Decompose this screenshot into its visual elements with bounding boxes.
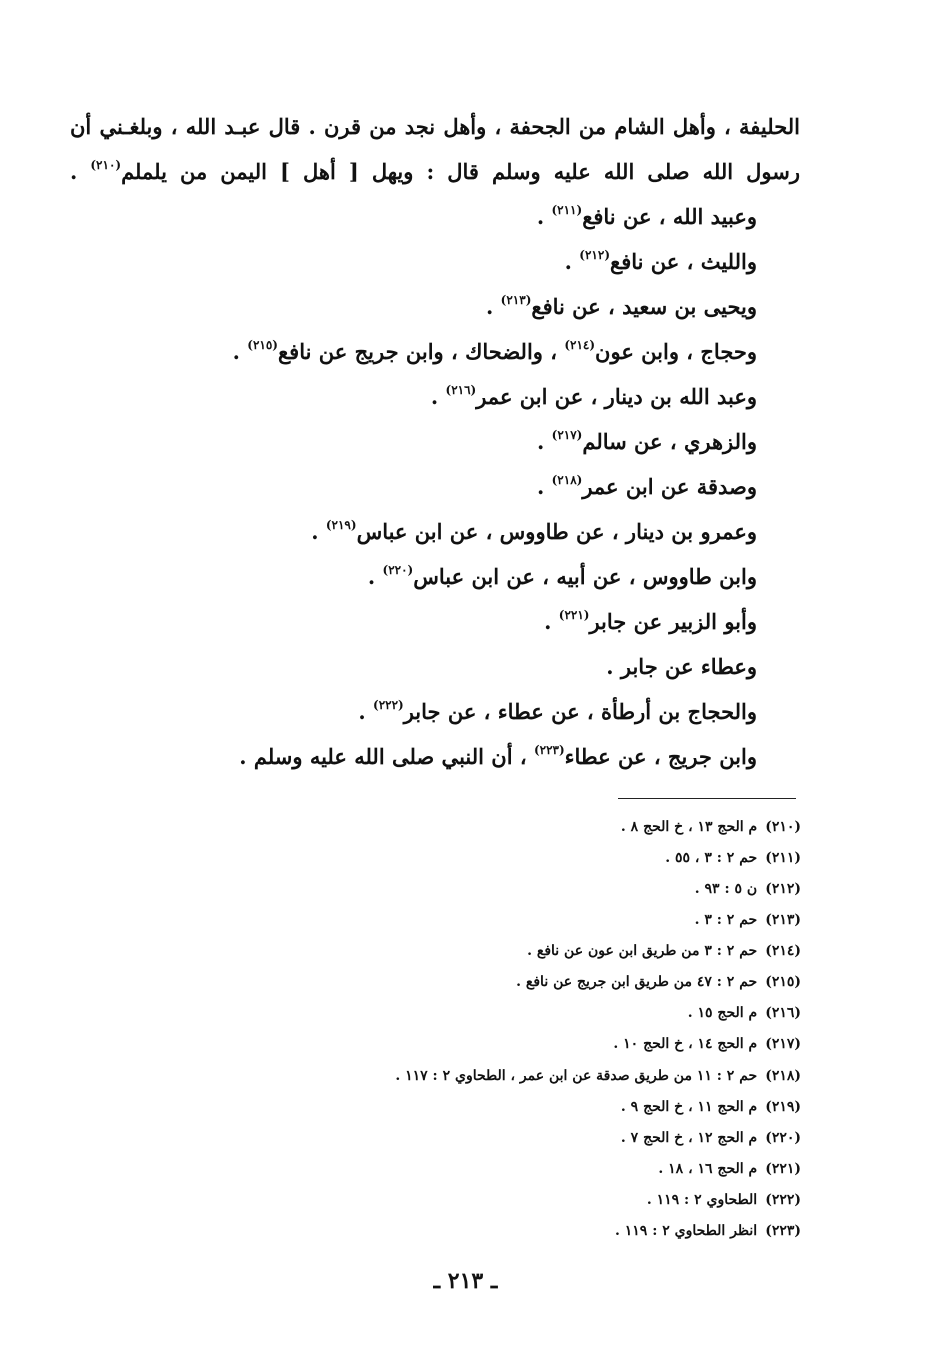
footnote-216 <box>151 998 801 1029</box>
line-end: . <box>232 339 248 364</box>
footnote-text: م الحج ١٣ ، خ الحج ٨ . <box>620 819 758 835</box>
isnad-text: وأبو الزبير عن جابر <box>589 609 757 634</box>
line-end: . <box>564 249 580 274</box>
footnote-text: حم ٢ : ٣ ، ٥٥ . <box>665 850 758 866</box>
isnad-text-continued: ، أن النبي صلى الله عليه وسلم . <box>239 744 534 769</box>
footnote-ref: (٢٢١) <box>558 608 590 622</box>
line-end: . <box>486 294 501 319</box>
footnote-text: م الحج ١٢ ، خ الحج ٧ . <box>620 1130 758 1146</box>
footnote-text: ن ٥ : ٩٣ . <box>694 881 758 897</box>
isnad-line-4 <box>117 329 757 378</box>
isnad-line-6 <box>117 419 757 468</box>
isnad-text: وعمرو بن دينار ، عن طاووس ، عن ابن عباس <box>356 519 757 544</box>
isnad-line-13 <box>117 734 757 783</box>
footnote-number: (٢١٢) <box>765 881 801 897</box>
footnote-number: (٢١٦) <box>765 1005 801 1021</box>
isnad-text: والزهري ، عن سالم <box>582 429 757 454</box>
footnote-text: حم ٢ : ٣ من طريق ابن عون عن نافع . <box>527 943 758 959</box>
line-end: . <box>70 159 91 184</box>
footnote-213 <box>151 905 801 936</box>
line-end: . <box>544 609 559 634</box>
line-end: . <box>536 474 552 499</box>
footnote-separator <box>618 798 796 799</box>
text-line-2 <box>70 149 800 198</box>
footnote-text: انظر الطحاوي ٢ : ١١٩ . <box>615 1223 758 1239</box>
footnote-text: م الحج ١١ ، خ الحج ٩ . <box>620 1099 758 1115</box>
line-end: . <box>430 384 446 409</box>
footnote-text: حم ٢ : ١١ من طريق صدقة عن ابن عمر ، الطحاوي ٢ : ١١٧ . <box>395 1068 758 1084</box>
footnote-ref: (٢١٢) <box>579 248 611 262</box>
footnote-text: حم ٢ : ٣ . <box>694 912 758 928</box>
footnote-number: (٢٢١) <box>765 1161 801 1177</box>
footnote-215 <box>151 967 801 998</box>
footnote-ref: (٢١٦) <box>445 383 477 397</box>
isnad-text: وصدقة عن ابن عمر <box>582 474 757 499</box>
text-line-1: الحليفة ، وأهل الشام من الجحفة ، وأهل نجد من قرن . قال عبـد الله ، وبلغـني أن <box>70 114 800 139</box>
isnad-text: ويحيى بن سعيد ، عن نافع <box>531 294 757 319</box>
isnad-line-5 <box>117 374 757 423</box>
footnote-ref: (٢٢٣) <box>533 743 565 757</box>
isnad-text-continued: ، والضحاك ، وابن جريج عن نافع <box>277 339 565 364</box>
footnote-ref: (٢١٤) <box>564 338 596 352</box>
isnad-text: وعطاء عن جابر . <box>606 654 757 679</box>
isnad-text: وابن جريج ، عن عطاء <box>564 744 757 769</box>
footnote-212 <box>151 874 801 905</box>
footnote-221 <box>151 1154 801 1185</box>
isnad-line-11 <box>117 644 757 689</box>
footnote-ref: (٢١٨) <box>551 473 583 487</box>
isnad-line-8 <box>117 509 757 558</box>
isnad-line-9 <box>117 554 757 603</box>
footnote-number: (٢٢٢) <box>765 1192 801 1208</box>
footnote-220 <box>151 1123 801 1154</box>
line-end: . <box>311 519 326 544</box>
footnote-number: (٢١٣) <box>765 912 801 928</box>
footnote-number: (٢١٨) <box>765 1068 801 1084</box>
isnad-text: والليث ، عن نافع <box>610 249 757 274</box>
footnote-number: (٢٢٠) <box>765 1130 801 1146</box>
footnote-text: الطحاوي ٢ : ١١٩ . <box>646 1192 758 1208</box>
footnote-ref: (٢١٥) <box>247 338 278 352</box>
footnote-ref: (٢١٠) <box>90 158 122 172</box>
footnote-ref: (٢٢٠) <box>382 563 414 577</box>
isnad-line-3 <box>117 284 757 333</box>
footnote-211 <box>151 843 801 874</box>
footnote-223 <box>151 1216 801 1247</box>
footnote-number: (٢١٩) <box>765 1099 801 1115</box>
footnote-text: م الحج ١٥ . <box>687 1005 758 1021</box>
text-line-2-body: رسول الله صلى الله عليه وسلم قال : ويهل [ أهل ] اليمن من يلملم <box>121 159 800 184</box>
footnote-ref: (٢١٣) <box>500 293 532 307</box>
footnote-text: حم ٢ : ٤٧ من طريق ابن جريج عن نافع . <box>516 974 758 990</box>
isnad-line-12 <box>117 689 757 738</box>
line-end: . <box>358 699 373 724</box>
footnote-210 <box>151 812 801 843</box>
page-number: ـ ٢١٣ ـ <box>433 1268 498 1294</box>
isnad-text: وعبيد الله ، عن نافع <box>582 204 757 229</box>
footnote-ref: (٢١٧) <box>551 428 583 442</box>
line-end: . <box>537 429 552 454</box>
footnote-218 <box>151 1061 801 1092</box>
line-end: . <box>536 204 552 229</box>
isnad-line-10 <box>117 599 757 648</box>
footnote-number: (٢١٠) <box>765 819 801 835</box>
footnote-214 <box>151 936 801 967</box>
opening-paragraph <box>70 104 800 198</box>
footnote-222 <box>151 1185 801 1216</box>
footnote-ref: (٢١٩) <box>325 518 357 532</box>
line-end: . <box>367 564 383 589</box>
isnad-text: وابن طاووس ، عن أبيه ، عن ابن عباس <box>413 564 757 589</box>
footnote-number: (٢١١) <box>765 850 801 866</box>
isnad-line-2 <box>117 239 757 288</box>
footnote-text: م الحج ١٤ ، خ الحج ١٠ . <box>613 1036 758 1052</box>
footnote-number: (٢١٥) <box>765 974 801 990</box>
footnote-number: (٢٢٣) <box>765 1223 801 1239</box>
isnad-text: وعبد الله بن دينار ، عن ابن عمر <box>476 384 757 409</box>
footnote-number: (٢١٤) <box>765 943 801 959</box>
isnad-line-7 <box>117 464 757 513</box>
isnad-text: والحجاج بن أرطأة ، عن عطاء ، عن جابر <box>403 699 757 724</box>
footnote-number: (٢١٧) <box>765 1036 801 1052</box>
isnad-line-1 <box>117 194 757 243</box>
footnote-219 <box>151 1092 801 1123</box>
footnote-ref: (٢٢٢) <box>373 698 404 712</box>
isnad-text: وحجاج ، وابن عون <box>595 339 757 364</box>
footnote-217 <box>151 1029 801 1060</box>
footnote-text: م الحج ١٦ ، ١٨ . <box>658 1161 758 1177</box>
footnote-ref: (٢١١) <box>551 203 583 217</box>
